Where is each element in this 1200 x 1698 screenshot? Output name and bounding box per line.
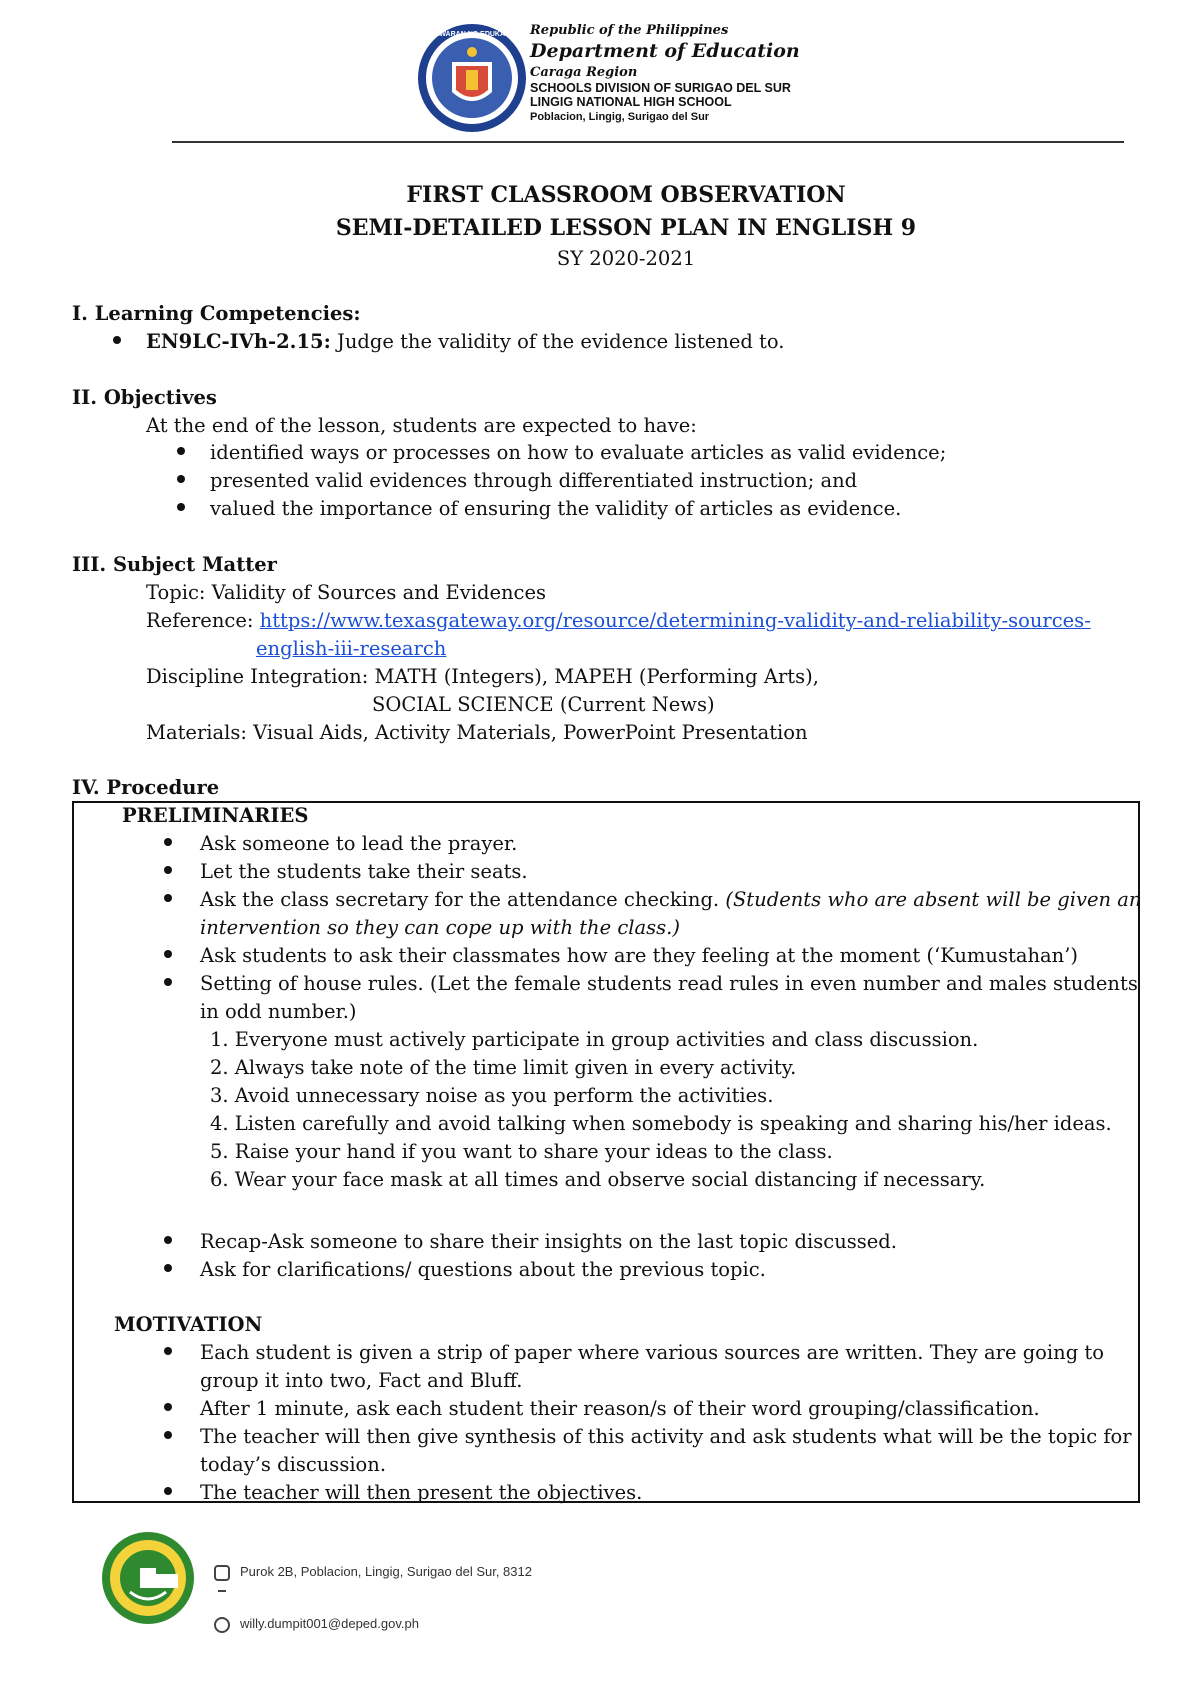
bullet-icon <box>164 1347 172 1355</box>
bullet-icon <box>164 950 172 958</box>
procedure-heading: IV. Procedure <box>72 776 220 799</box>
preliminary-item: Ask for clarifications/ questions about the previous topic. <box>200 1258 766 1281</box>
competency-item <box>146 330 785 353</box>
house-rules-continued: in odd number.) <box>200 1000 357 1023</box>
footer-email[interactable]: willy.dumpit001@deped.gov.ph <box>240 1616 419 1631</box>
objectives-heading: II. Objectives <box>72 386 217 409</box>
reference-link[interactable]: https://www.texasgateway.org/resource/determining-validity-and-reliability-sources- <box>259 609 1091 632</box>
bullet-icon <box>164 978 172 986</box>
motivation-item: Each student is given a strip of paper where various sources are written. They are going to <box>200 1341 1104 1364</box>
competency-code: EN9LC-IVh-2.15: <box>146 330 331 353</box>
attendance-note-2: intervention so they can cope up with the class.) <box>200 916 680 939</box>
email-icon <box>214 1617 230 1633</box>
motivation-item-continued: group it into two, Fact and Bluff. <box>200 1369 523 1392</box>
department-line: Department of Education <box>530 39 800 62</box>
school-line: LINGIG NATIONAL HIGH SCHOOL <box>530 95 732 110</box>
attendance-note: (Students who are absent will be given an <box>725 888 1142 911</box>
bullet-icon <box>164 866 172 874</box>
motivation-item: After 1 minute, ask each student their reason/s of their word grouping/classification. <box>200 1397 1040 1420</box>
motivation-item: The teacher will then present the objectives. <box>200 1481 643 1504</box>
seal-ring-text: KAGAWARAN NG EDUKASYON <box>419 31 525 38</box>
school-logo <box>100 1530 196 1626</box>
deped-seal-logo <box>416 22 528 134</box>
objective-item: identified ways or processes on how to evaluate articles as valid evidence; <box>210 441 947 464</box>
motivation-heading: MOTIVATION <box>114 1313 263 1336</box>
bullet-icon <box>164 1264 172 1272</box>
objectives-intro: At the end of the lesson, students are expected to have: <box>146 414 697 437</box>
address-line: Poblacion, Lingig, Surigao del Sur <box>530 111 710 124</box>
bullet-icon <box>164 1403 172 1411</box>
objective-item: presented valid evidences through differentiated instruction; and <box>210 469 858 492</box>
bullet-icon <box>164 1236 172 1244</box>
letterhead <box>530 24 800 124</box>
attendance-note-continued <box>200 916 680 939</box>
header-divider <box>172 141 1124 143</box>
rule-item: 6. Wear your face mask at all times and observe social distancing if necessary. <box>210 1168 986 1191</box>
preliminary-item: Let the students take their seats. <box>200 860 528 883</box>
region-line: Caraga Region <box>530 64 638 80</box>
discipline-integration-continued: SOCIAL SCIENCE (Current News) <box>372 693 715 716</box>
rule-item: 2. Always take note of the time limit given in every activity. <box>210 1056 797 1079</box>
preliminary-item: Setting of house rules. (Let the female students read rules in even number and males students <box>200 972 1138 995</box>
document-subtitle: SEMI-DETAILED LESSON PLAN IN ENGLISH 9 <box>335 215 917 241</box>
materials: Materials: Visual Aids, Activity Materials, PowerPoint Presentation <box>146 721 808 744</box>
preliminary-item: Ask someone to lead the prayer. <box>200 832 518 855</box>
phone-icon <box>218 1590 226 1592</box>
bullet-icon <box>113 336 121 344</box>
motivation-item: The teacher will then give synthesis of this activity and ask students what will be the topic for <box>200 1425 1132 1448</box>
rule-item: 3. Avoid unnecessary noise as you perform the activities. <box>210 1084 774 1107</box>
school-year: SY 2020-2021 <box>556 247 696 270</box>
rule-item: 1. Everyone must actively participate in group activities and class discussion. <box>210 1028 979 1051</box>
bullet-icon <box>164 894 172 902</box>
competencies-heading: I. Learning Competencies: <box>72 302 361 325</box>
bullet-icon <box>164 1431 172 1439</box>
reference-link-continued <box>256 637 446 660</box>
discipline-integration: Discipline Integration: MATH (Integers), MAPEH (Performing Arts), <box>146 665 819 688</box>
subject-reference <box>146 609 1091 632</box>
objective-item: valued the importance of ensuring the validity of articles as evidence. <box>210 497 902 520</box>
preliminaries-heading: PRELIMINARIES <box>122 804 309 827</box>
reference-label: Reference: <box>146 609 260 632</box>
reference-link-2[interactable]: english-iii-research <box>256 637 447 660</box>
motivation-item-continued: today’s discussion. <box>200 1453 387 1476</box>
subject-heading: III. Subject Matter <box>72 553 277 576</box>
competency-text: Judge the validity of the evidence listened to. <box>330 330 785 353</box>
republic-line: Republic of the Philippines <box>530 23 729 38</box>
preliminary-item <box>200 888 1142 911</box>
bullet-icon <box>177 447 185 455</box>
rule-item: 5. Raise your hand if you want to share your ideas to the class. <box>210 1140 833 1163</box>
bullet-icon <box>177 475 185 483</box>
attendance-text: Ask the class secretary for the attendance checking. <box>200 888 726 911</box>
location-icon <box>214 1565 230 1581</box>
rule-item: 4. Listen carefully and avoid talking when somebody is speaking and sharing his/her ideas. <box>210 1112 1112 1135</box>
bullet-icon <box>177 503 185 511</box>
footer-address: Purok 2B, Poblacion, Lingig, Surigao del Sur, 8312 <box>240 1564 532 1579</box>
preliminary-item: Recap-Ask someone to share their insights on the last topic discussed. <box>200 1230 897 1253</box>
preliminary-item: Ask students to ask their classmates how are they feeling at the moment (‘Kumustahan’) <box>200 944 1078 967</box>
document-title: FIRST CLASSROOM OBSERVATION <box>406 182 846 208</box>
bullet-icon <box>164 838 172 846</box>
division-line: SCHOOLS DIVISION OF SURIGAO DEL SUR <box>530 80 791 95</box>
bullet-icon <box>164 1487 172 1495</box>
subject-topic: Topic: Validity of Sources and Evidences <box>146 581 547 604</box>
